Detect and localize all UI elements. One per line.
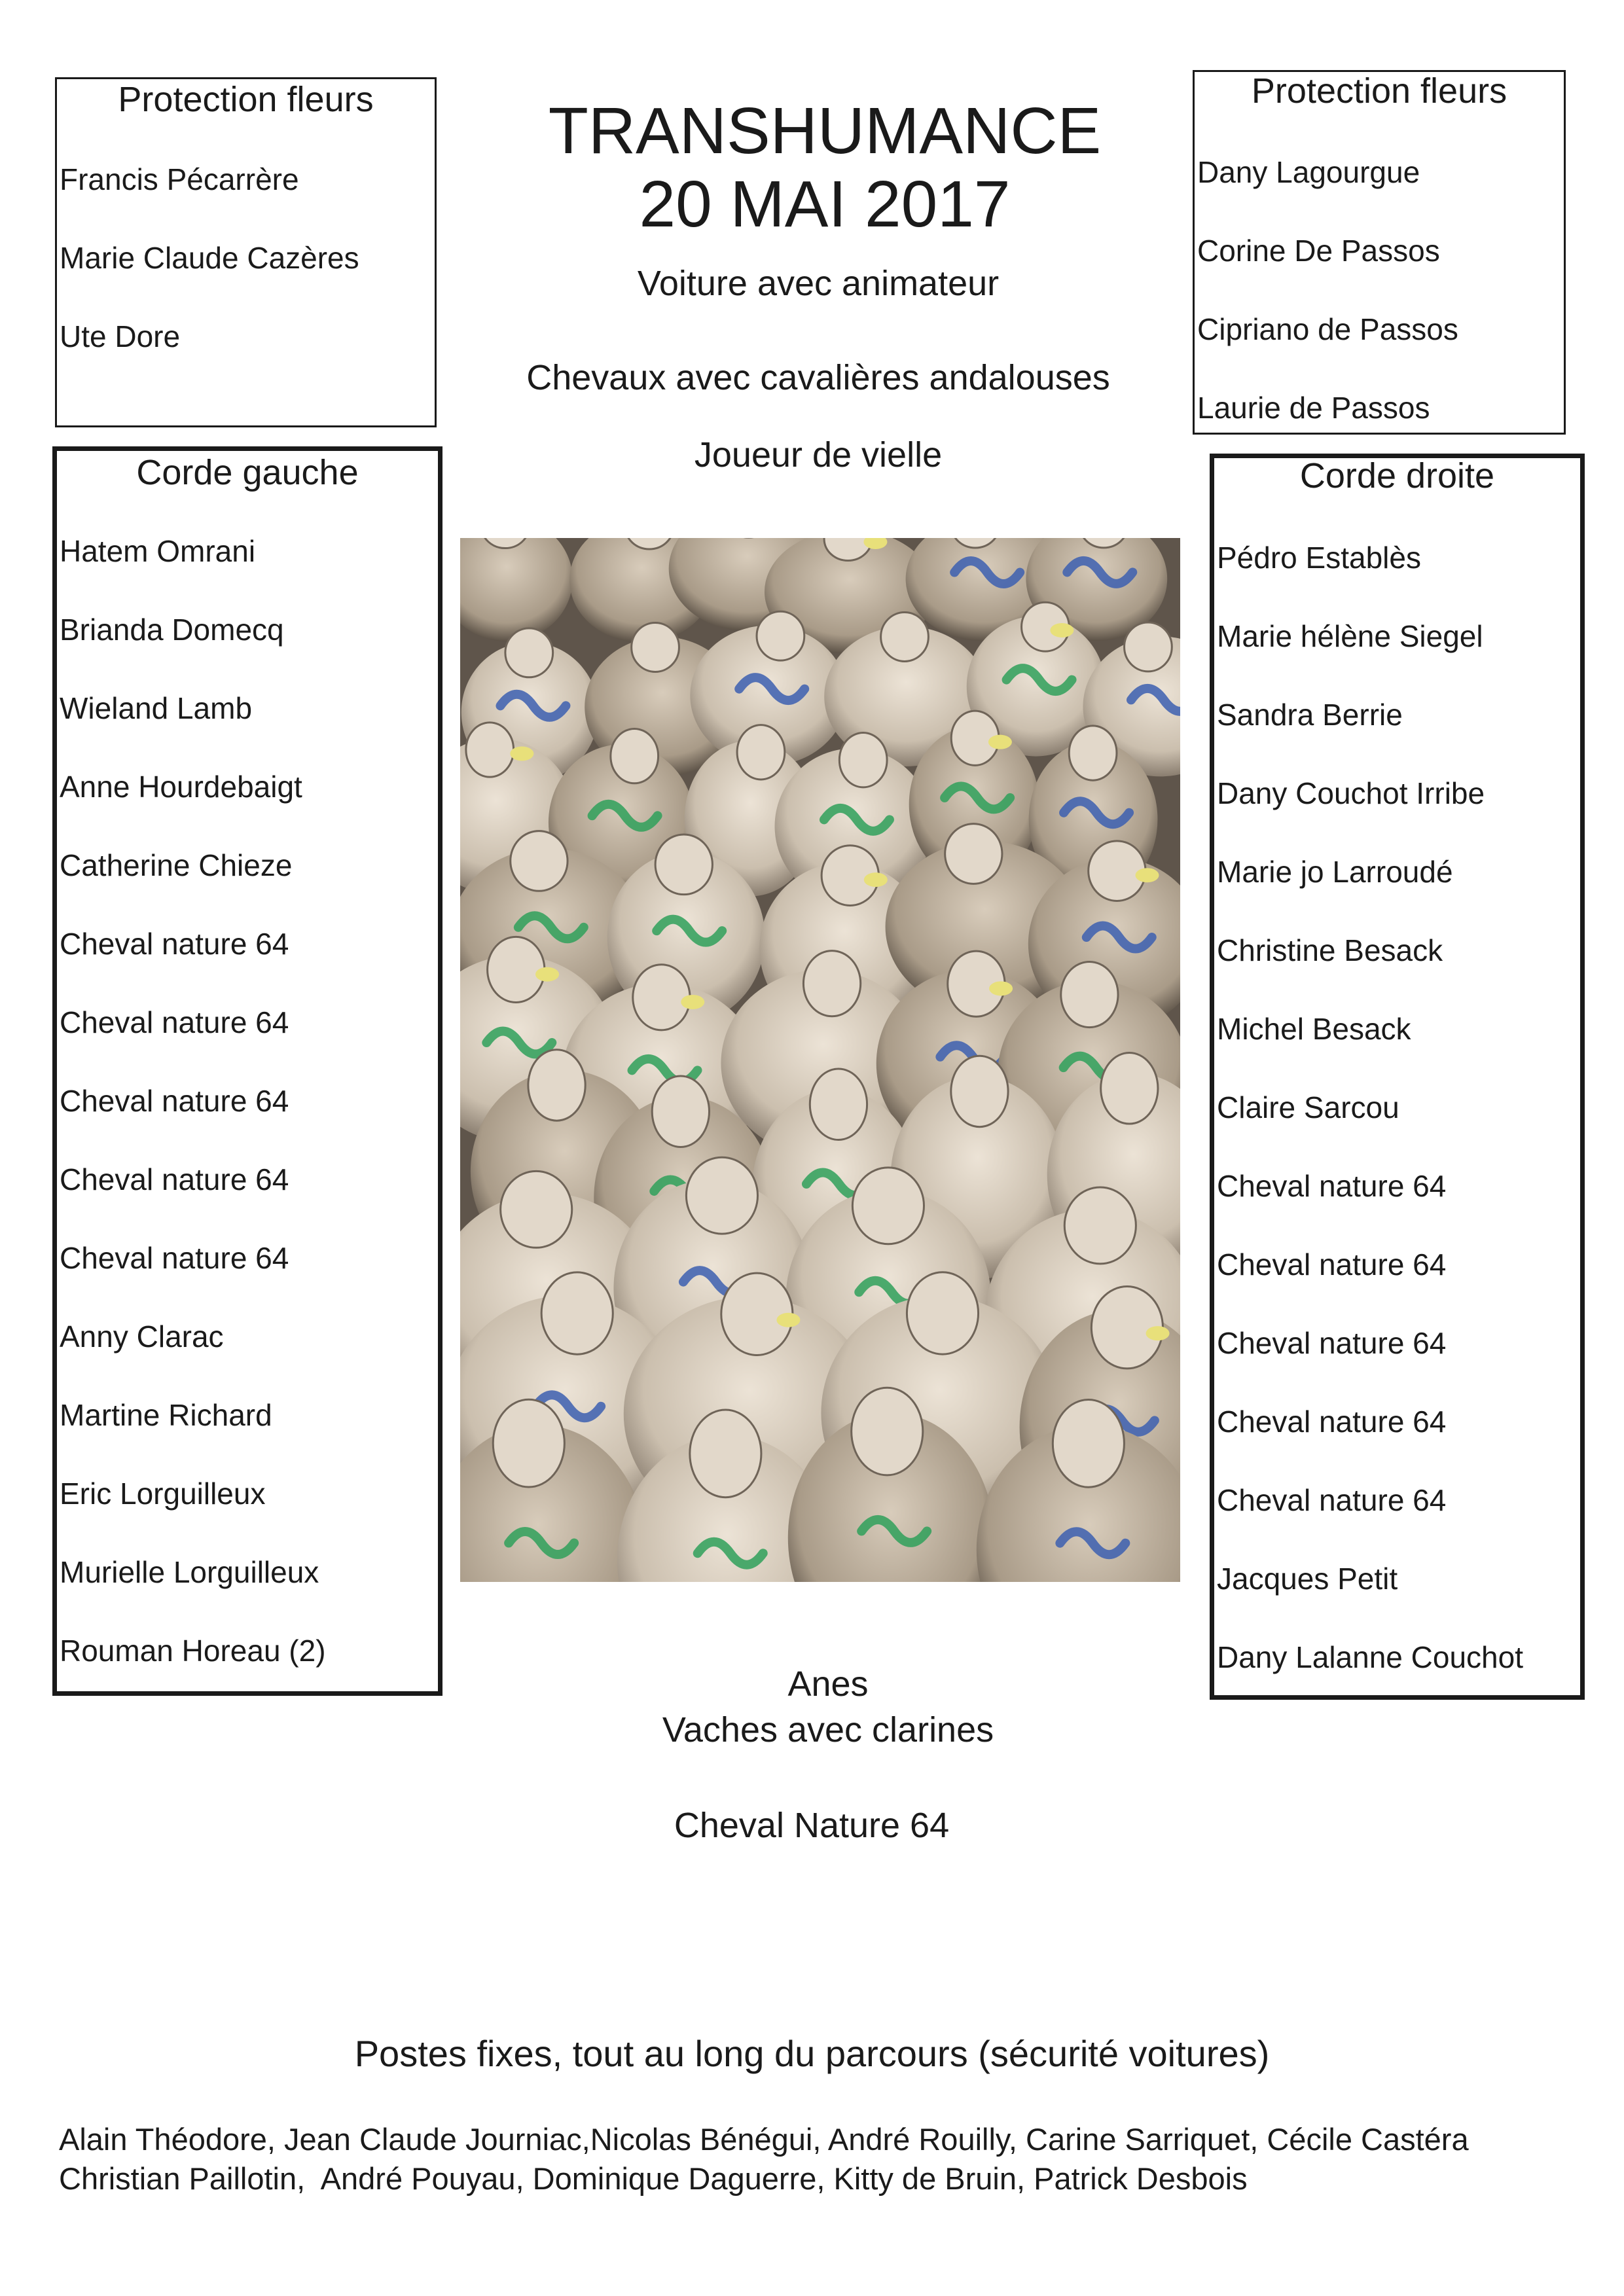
sheep-head — [737, 725, 785, 780]
list-item: Francis Pécarrère — [60, 162, 299, 196]
list-item: Claire Sarcou — [1217, 1090, 1399, 1124]
page-title-line2: 20 MAI 2017 — [639, 168, 1011, 241]
ear-tag — [510, 746, 533, 761]
list-item: Cheval nature 64 — [60, 927, 289, 961]
sheep-head — [839, 733, 887, 787]
sheep-head — [1089, 841, 1146, 901]
parade-item-car: Voiture avec animateur — [637, 264, 1000, 303]
box-title: Protection fleurs — [1251, 71, 1507, 111]
sheep-head — [466, 723, 514, 777]
sheep-head — [757, 611, 804, 660]
box-title: Protection fleurs — [118, 80, 374, 119]
list-item: Hatem Omrani — [60, 534, 256, 568]
parade-item-vielle: Joueur de vielle — [694, 435, 943, 475]
list-item: Corine De Passos — [1197, 234, 1440, 268]
list-item: Wieland Lamb — [60, 691, 253, 725]
list-item: Cheval nature 64 — [1217, 1169, 1447, 1203]
sheep-head — [951, 1056, 1008, 1127]
list-item: Laurie de Passos — [1197, 391, 1430, 425]
list-item: Anne Hourdebaigt — [60, 770, 302, 804]
parade-item-anes: Anes — [787, 1664, 869, 1704]
sheep-head — [655, 834, 712, 895]
sheep-head — [810, 1069, 867, 1140]
corde-gauche-box — [52, 446, 442, 1696]
list-item: Cheval nature 64 — [60, 1241, 289, 1275]
sheep-head — [852, 1168, 924, 1244]
list-item: Cheval nature 64 — [1217, 1326, 1447, 1360]
list-item: Martine Richard — [60, 1398, 272, 1432]
sheep-head — [945, 824, 1002, 884]
list-item: Dany Couchot Irribe — [1217, 776, 1485, 810]
sheep-flock-illustration — [460, 538, 1180, 1582]
list-item: Christine Besack — [1217, 933, 1443, 967]
list-item: Murielle Lorguilleux — [60, 1555, 319, 1589]
list-item: Sandra Berrie — [1217, 698, 1403, 732]
list-item: Cheval nature 64 — [1217, 1483, 1447, 1517]
sheep-head — [528, 1050, 585, 1121]
list-item: Cheval nature 64 — [60, 1162, 289, 1196]
sheep-head — [511, 831, 568, 891]
sheep-head — [1069, 726, 1117, 780]
box-title: Corde droite — [1299, 456, 1495, 495]
parade-item-vaches: Vaches avec clarines — [662, 1710, 994, 1749]
sheep-flock-photo — [460, 538, 1180, 1582]
list-item: Ute Dore — [60, 319, 181, 353]
postes-fixes-line1: Alain Théodore, Jean Claude Journiac,Nicolas Bénégui, André Rouilly, Carine Sarriquet, Cécile Castéra — [59, 2122, 1469, 2157]
sheep-head — [541, 1272, 613, 1354]
list-item: Anny Clarac — [60, 1319, 224, 1354]
list-item: Jacques Petit — [1217, 1562, 1398, 1596]
sheep-head — [611, 728, 659, 783]
postes-fixes-line2: Christian Paillotin, André Pouyau, Dominique Daguerre, Kitty de Bruin, Patrick Desbois — [59, 2161, 1248, 2196]
ear-tag — [1136, 868, 1159, 882]
ear-tag — [1146, 1326, 1170, 1340]
list-item: Michel Besack — [1217, 1012, 1411, 1046]
parade-item-horses: Chevaux avec cavalières andalouses — [526, 358, 1110, 397]
list-item: Catherine Chieze — [60, 848, 293, 882]
list-item: Cheval nature 64 — [60, 1084, 289, 1118]
sheep-head — [1101, 1053, 1158, 1124]
ear-tag — [776, 1313, 800, 1327]
parade-item-cheval-nature: Cheval Nature 64 — [674, 1806, 950, 1845]
sheep-head — [686, 1157, 757, 1234]
sheep-head — [881, 613, 929, 662]
list-item: Eric Lorguilleux — [60, 1477, 266, 1511]
sheep-head — [1064, 1187, 1136, 1264]
postes-fixes-title: Postes fixes, tout au long du parcours (sécurité voitures) — [354, 2033, 1270, 2074]
ear-tag — [535, 967, 559, 982]
sheep-head — [1053, 1400, 1124, 1488]
sheep-head — [1125, 622, 1172, 672]
protection-box-left — [55, 77, 437, 427]
list-item: Rouman Horeau (2) — [60, 1634, 326, 1668]
sheep-head — [803, 951, 860, 1016]
list-item: Marie Claude Cazères — [60, 241, 359, 275]
ear-tag — [681, 995, 704, 1009]
sheep-head — [501, 1171, 572, 1247]
corde-droite-box — [1210, 454, 1585, 1700]
list-item: Marie hélène Siegel — [1217, 619, 1483, 653]
sheep-head — [690, 1410, 761, 1498]
protection-box-right — [1193, 70, 1566, 435]
ear-tag — [989, 981, 1013, 996]
sheep-head — [652, 1076, 709, 1147]
list-item: Cipriano de Passos — [1197, 312, 1458, 346]
list-item: Cheval nature 64 — [1217, 1405, 1447, 1439]
list-item: Marie jo Larroudé — [1217, 855, 1453, 889]
sheep-head — [488, 937, 545, 1002]
sheep-head — [1061, 962, 1118, 1028]
list-item: Dany Lalanne Couchot — [1217, 1640, 1523, 1674]
sheep-head — [505, 628, 553, 677]
box-title: Corde gauche — [136, 453, 359, 492]
ear-tag — [1050, 623, 1074, 637]
sheep-head — [907, 1272, 978, 1354]
list-item: Cheval nature 64 — [60, 1005, 289, 1039]
list-item: Brianda Domecq — [60, 613, 284, 647]
list-item: Dany Lagourgue — [1197, 155, 1420, 189]
list-item: Pédro Establès — [1217, 541, 1421, 575]
ear-tag — [988, 735, 1012, 749]
sheep-head — [632, 623, 679, 672]
page-title-line1: TRANSHUMANCE — [548, 94, 1102, 168]
sheep-head — [852, 1388, 923, 1475]
sheep-head — [493, 1399, 564, 1487]
list-item: Cheval nature 64 — [1217, 1247, 1447, 1282]
sheep-head — [633, 965, 690, 1030]
ear-tag — [864, 872, 888, 887]
